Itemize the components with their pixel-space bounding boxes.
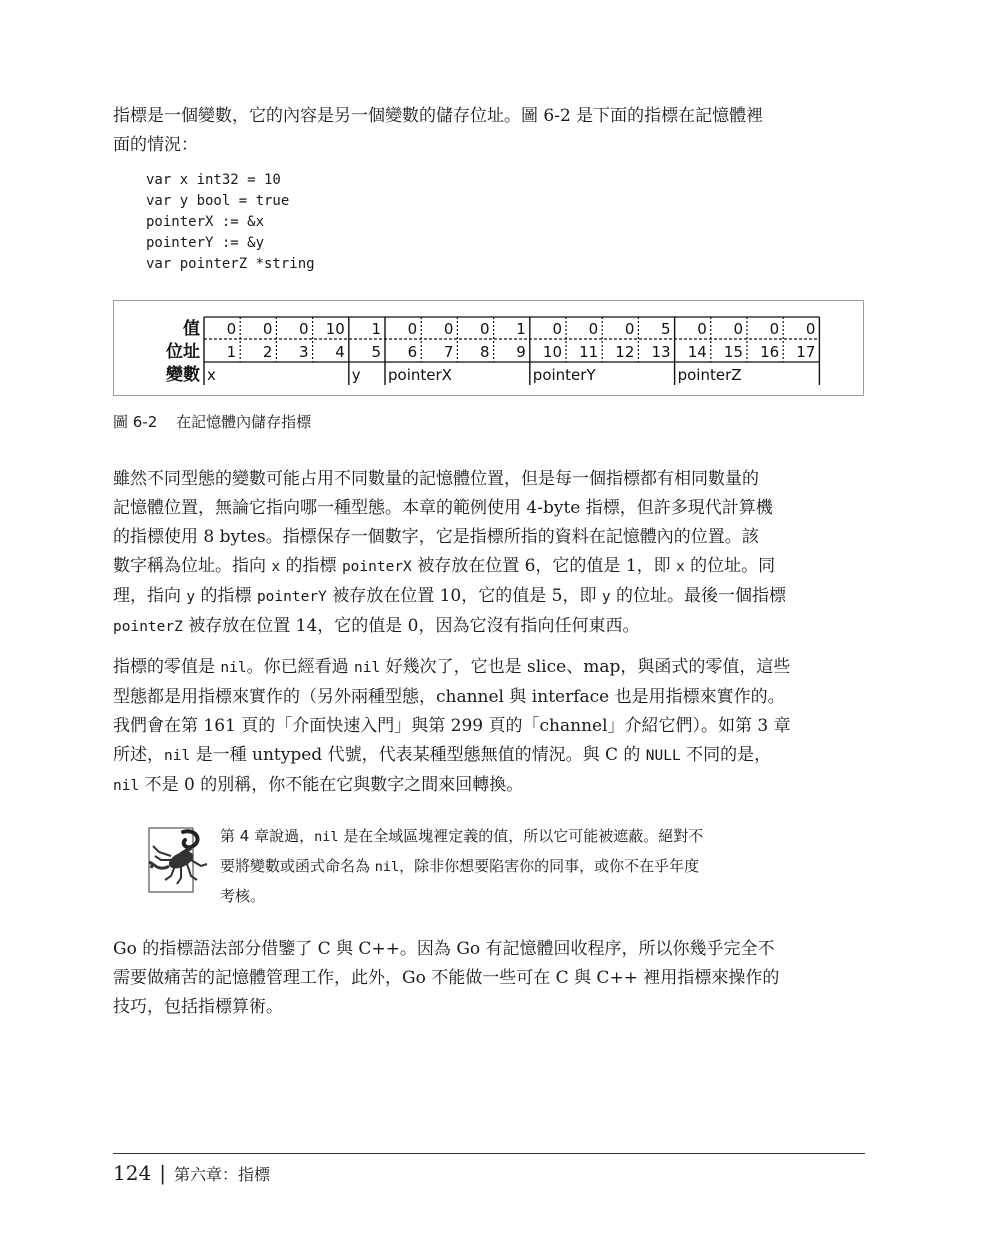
cell-value: 0: [733, 320, 743, 338]
text-run: 數字稱為位址。指向: [113, 556, 272, 576]
text-line: 指標是一個變數，它的內容是另一個變數的儲存位址。圖 6-2 是下面的指標在記憶體裡: [113, 106, 764, 126]
cell-value: 0: [588, 320, 599, 338]
memory-figure: [113, 300, 864, 396]
note-box: [220, 822, 820, 911]
code-inline: x: [271, 559, 281, 575]
text-line: [113, 612, 865, 642]
text-line: 面的情況：: [113, 135, 198, 155]
cell-address: 15: [723, 343, 743, 361]
code-inline: nil: [164, 748, 191, 764]
cell-address: 7: [443, 343, 454, 361]
memory-diagram: [114, 301, 865, 397]
text-run: 被存放在位置 10，它的值是 5，即: [326, 586, 602, 606]
cell-value: 0: [624, 320, 635, 338]
code-inline: y: [186, 589, 196, 605]
text-line: 型態都是用指標來實作的（另外兩種型態，channel 與 interface 也是用指標來實作的。: [113, 687, 785, 707]
paragraph-go-pointers: [113, 935, 865, 1022]
text-line: [113, 771, 865, 801]
paragraph-nil: [113, 653, 865, 801]
cell-value: 1: [371, 320, 381, 338]
text-run: 要將變數或函式命名為: [220, 857, 375, 875]
variable-name: x: [207, 366, 216, 384]
cell-address: 16: [760, 343, 780, 361]
text-run: 指標的零值是: [113, 657, 221, 677]
text-line: [113, 653, 865, 683]
cell-address: 9: [516, 343, 526, 361]
figure-caption-text: 在記憶體內儲存指標: [176, 413, 312, 431]
cell-address: 13: [651, 343, 671, 361]
text-run: 不同的是，: [680, 745, 772, 765]
cell-address: 5: [371, 343, 381, 361]
text-line: [113, 552, 865, 582]
cell-address: 1: [226, 343, 237, 361]
text-run: 是一種 untyped 代號，代表某種型態無值的情況。與 C 的: [190, 745, 646, 765]
code-inline: pointerZ: [113, 619, 183, 635]
text-run: 所述，: [113, 745, 164, 765]
page-footer: [113, 1161, 270, 1185]
scorpion-icon: [145, 826, 215, 896]
row-label: 變數: [166, 365, 200, 385]
footer-rule: [113, 1153, 865, 1154]
note-line: [220, 822, 820, 852]
cell-value: 0: [226, 320, 237, 338]
cell-address: 2: [262, 343, 273, 361]
figure-caption-number: 圖 6-2: [113, 413, 158, 431]
text-line: [113, 741, 865, 771]
paragraph-pointer-size: [113, 465, 865, 642]
cell-value: 0: [805, 320, 816, 338]
text-line: [113, 582, 865, 612]
row-label: 位址: [166, 342, 200, 362]
cell-value: 0: [697, 320, 707, 338]
code-inline: NULL: [645, 748, 681, 764]
code-inline: x: [676, 559, 685, 575]
cell-value: 0: [443, 320, 454, 338]
text-run: 被存放在位置 14，它的值是 0，因為它沒有指向任何東西。: [182, 616, 640, 636]
cell-value: 0: [407, 320, 418, 338]
row-label: 值: [183, 319, 200, 339]
text-run: 。你已經看過: [246, 657, 355, 677]
cell-address: 3: [299, 343, 309, 361]
cell-value: 1: [516, 320, 526, 338]
code-inline: nil: [113, 778, 140, 794]
intro-paragraph: [113, 102, 865, 160]
code-inline: nil: [354, 660, 381, 676]
text-line: Go 的指標語法部分借鑒了 C 與 C++。因為 Go 有記憶體回收程序，所以你幾乎完全不: [113, 939, 775, 959]
page-number: 124: [113, 1161, 152, 1185]
cell-address: 12: [615, 343, 635, 361]
text-run: 被存放在位置 6，它的值是 1，即: [411, 556, 677, 576]
cell-value: 0: [299, 320, 309, 338]
cell-address: 4: [335, 343, 345, 361]
note-line: 考核。: [220, 887, 266, 905]
text-run: 不是 0 的別稱，你不能在它與數字之間來回轉換。: [139, 775, 524, 795]
variable-name: pointerY: [532, 366, 596, 384]
text-run: ，除非你想要陷害你的同事，或你不在乎年度: [399, 857, 700, 875]
text-line: 需要做痛苦的記憶體管理工作，此外，Go 不能做一些可在 C 與 C++ 裡用指標來操作的: [113, 968, 780, 988]
note-line: [220, 852, 820, 882]
cell-address: 17: [796, 343, 816, 361]
text-line: 雖然不同型態的變數可能占用不同數量的記憶體位置，但是每一個指標都有相同數量的: [113, 469, 759, 489]
cell-address: 10: [542, 343, 562, 361]
text-run: 的位址。最後一個指標: [610, 586, 786, 606]
cell-value: 5: [661, 320, 671, 338]
cell-address: 8: [480, 343, 490, 361]
cell-value: 10: [325, 320, 345, 338]
code-block: var x int32 = 10 var y bool = true pointerX := &x pointerY := &y var pointerZ *string: [146, 172, 315, 272]
variable-name: y: [351, 366, 361, 384]
cell-value: 0: [769, 320, 780, 338]
text-line: 我們會在第 161 頁的「介面快速入門」與第 299 頁的「channel」介紹它們）。如第 3 章: [113, 716, 791, 736]
cell-address: 11: [579, 343, 599, 361]
text-run: 第 4 章說過，: [220, 827, 315, 845]
chapter-title: 第六章：指標: [173, 1165, 270, 1184]
text-run: 的指標: [195, 586, 257, 606]
cell-value: 0: [262, 320, 273, 338]
text-run: 是在全域區塊裡定義的值，所以它可能被遮蔽。絕對不: [338, 827, 704, 845]
variable-name: pointerX: [388, 366, 452, 384]
cell-address: 14: [687, 343, 707, 361]
cell-value: 0: [552, 320, 562, 338]
variable-name: pointerZ: [677, 366, 742, 384]
code-inline: pointerY: [256, 589, 327, 605]
cell-value: 0: [480, 320, 490, 338]
code-inline: pointerX: [341, 559, 412, 575]
code-inline: nil: [220, 660, 247, 676]
text-run: 理，指向: [113, 586, 187, 606]
text-line: 技巧，包括指標算術。: [113, 997, 283, 1017]
text-line: 記憶體位置，無論它指向哪一種型態。本章的範例使用 4-byte 指標，但許多現代計算機: [113, 498, 773, 518]
code-inline: nil: [374, 859, 400, 875]
footer-separator: |: [159, 1161, 166, 1185]
cell-address: 6: [407, 343, 418, 361]
code-inline: y: [601, 589, 611, 605]
figure-caption: [113, 411, 311, 432]
code-inline: nil: [314, 829, 339, 845]
text-line: 的指標使用 8 bytes。指標保存一個數字，它是指標所指的資料在記憶體內的位置。該: [113, 527, 759, 547]
text-run: 的指標: [280, 556, 342, 576]
text-run: 的位址。同: [684, 556, 776, 576]
text-run: 好幾次了，它也是 slice、map，與函式的零值，這些: [380, 657, 791, 677]
